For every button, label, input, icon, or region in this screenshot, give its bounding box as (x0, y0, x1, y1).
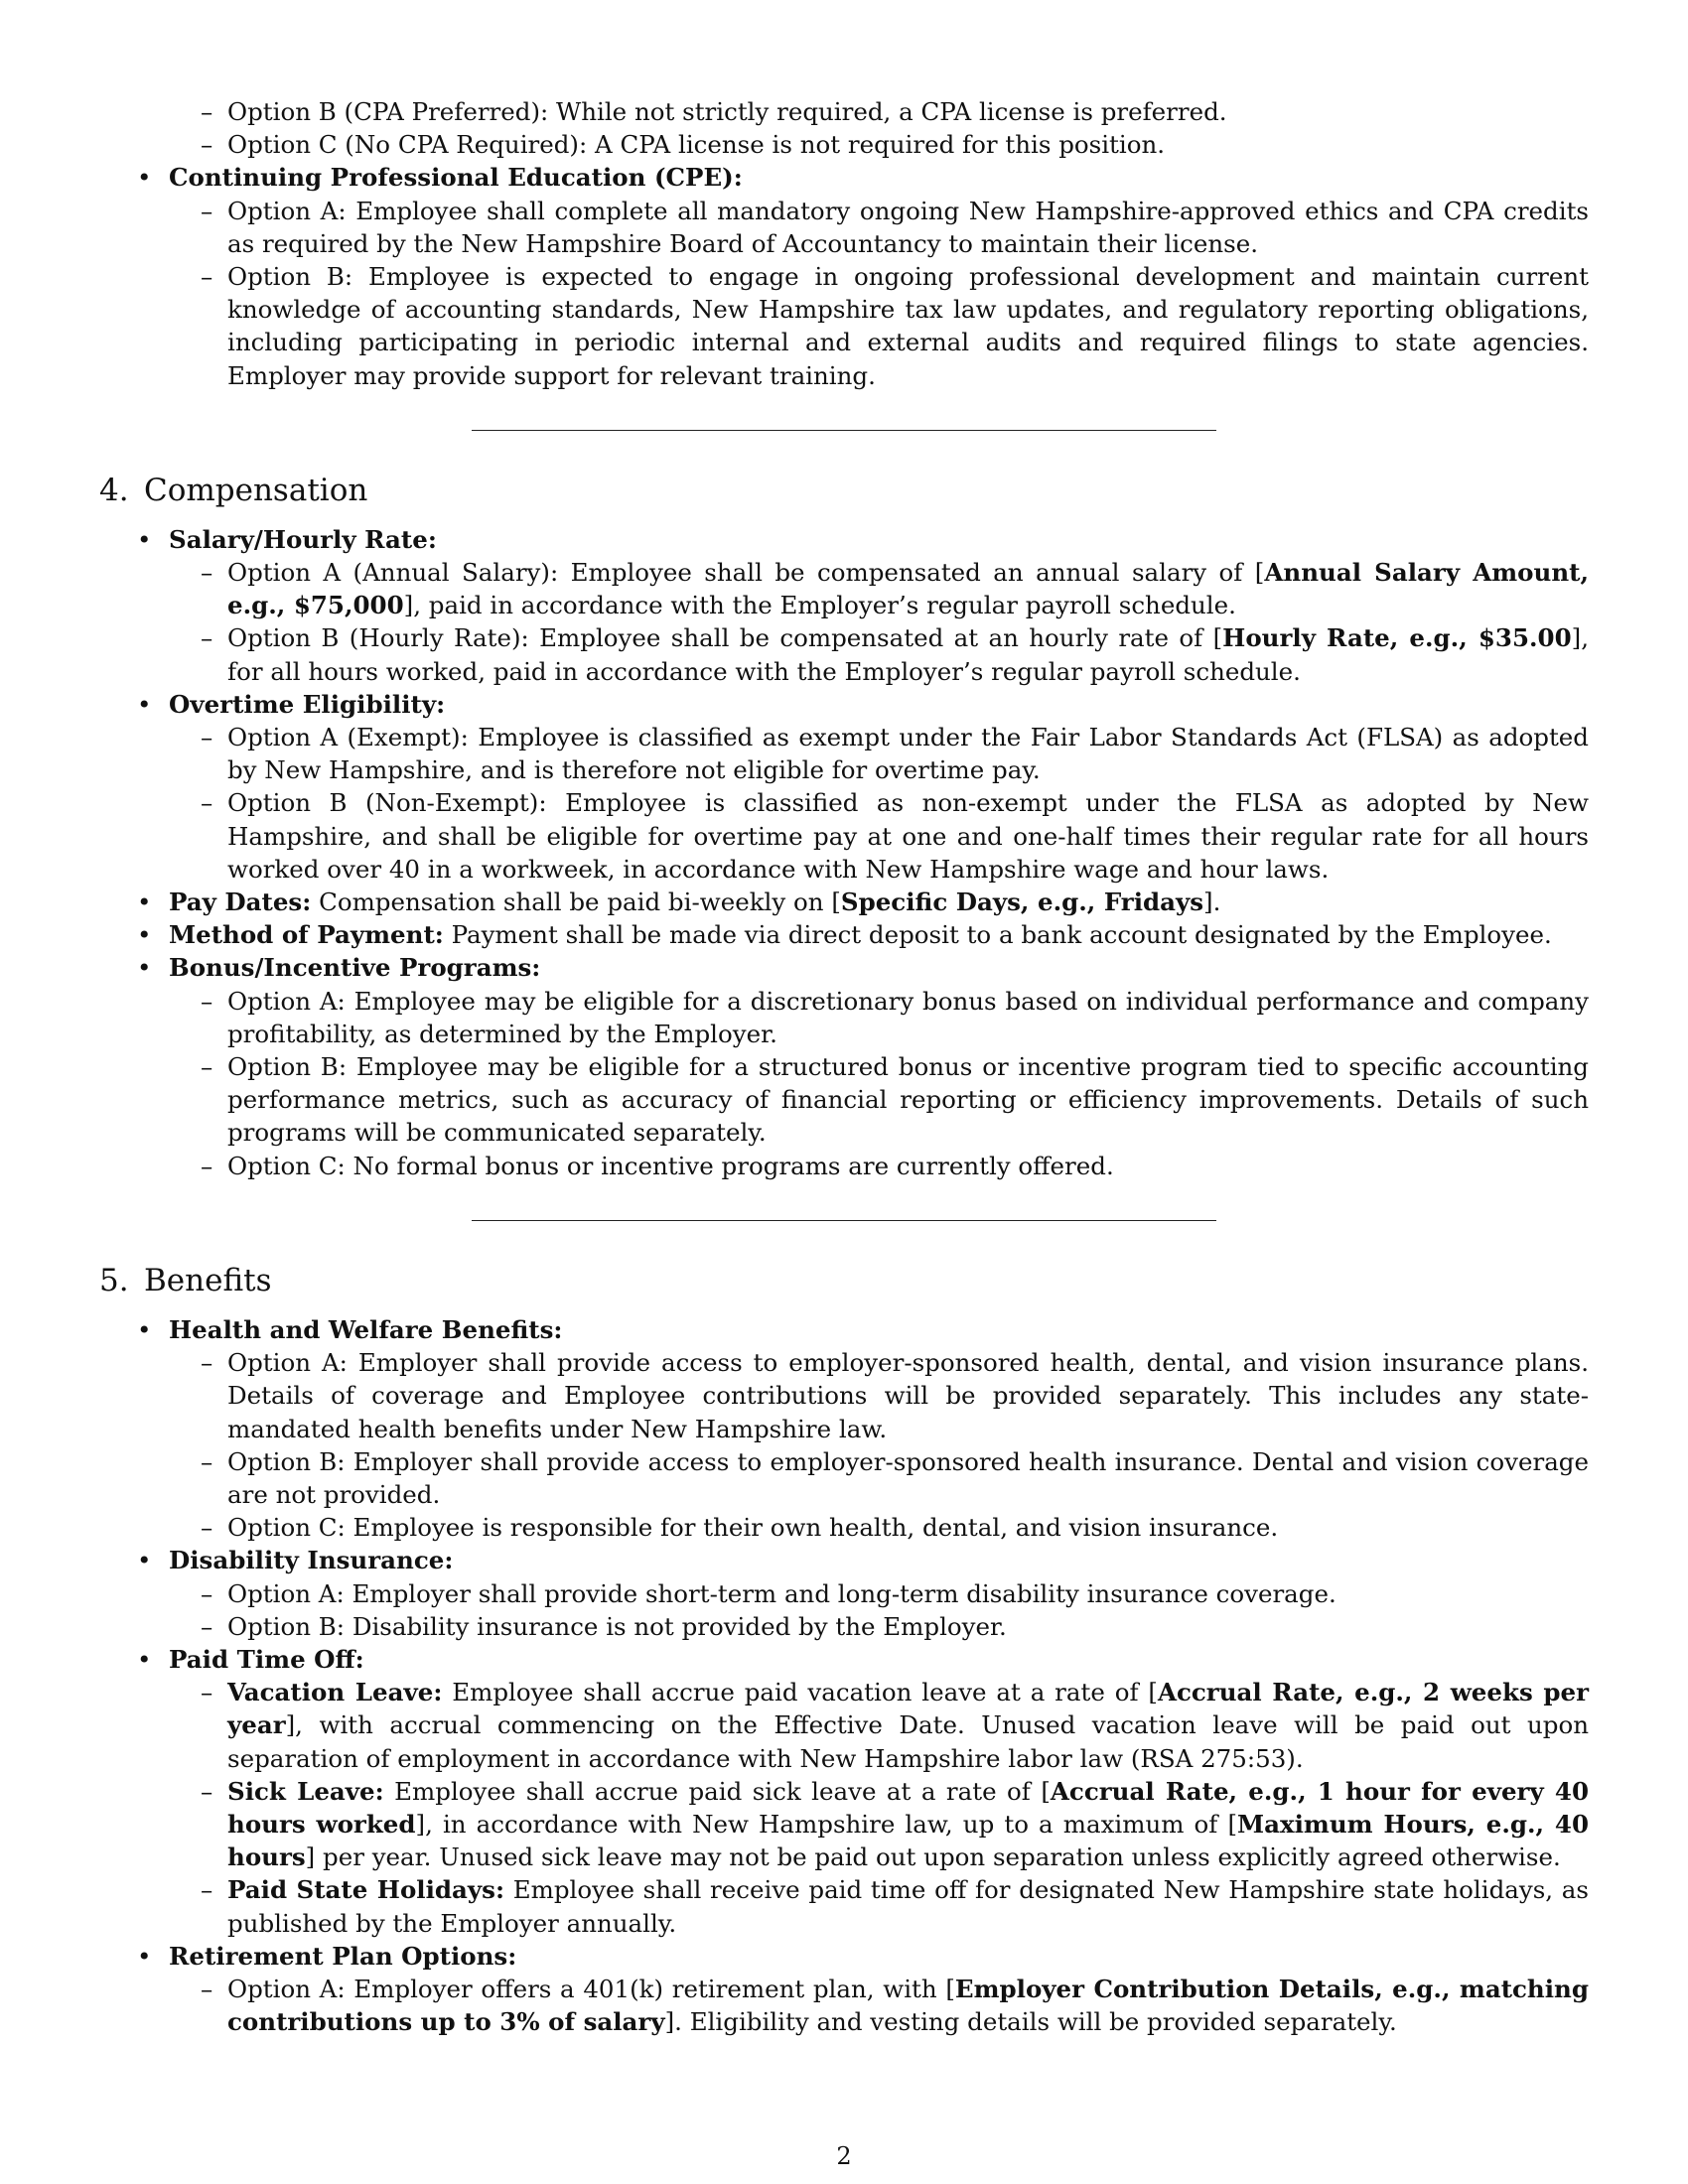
cpe-label: Continuing Professional Education (CPE): (169, 163, 743, 193)
cpe-list (99, 161, 1589, 194)
document-page (99, 95, 1589, 2038)
list-item-overtime: • Overtime Eligibility: (137, 689, 446, 719)
section-heading-benefits: 5. Benefits (99, 1262, 272, 1298)
list-item-health: • Health and Welfare Benefits: (137, 1314, 563, 1344)
list-item-cpe: • Continuing Professional Education (CPE): (137, 163, 743, 193)
section-divider (472, 430, 1216, 431)
list-item-salary: • Salary/Hourly Rate: (137, 524, 437, 554)
list-item: – Option B: Employee is expected to engage in ongoing professional development and maintain current knowledge of accounting standards, New Hampshire tax law updates, and regulatory reporting obligations, including participating in periodic internal and external audits and required filings to state agencies. Employer may provide support for relevant training. (201, 262, 1589, 390)
list-item: – Option B (Hourly Rate): Employee shall be compensated at an hourly rate of [Hourly Rate, e.g., $35.00], for all hours worked, paid in accordance with the Employer’s regular payroll schedule. (201, 623, 1589, 686)
list-item: – Option A: Employer offers a 401(k) retirement plan, with [Employer Contribution Details, e.g., matching contributions up to 3% of salary]. Eligibility and vesting details will be provided separately. (201, 1974, 1589, 2037)
list-item-bonus: • Bonus/Incentive Programs: (137, 953, 541, 983)
cpe-options (99, 195, 1589, 392)
list-item-retirement: • Retirement Plan Options: (137, 1941, 517, 1971)
list-item-pay-dates: • Pay Dates: Compensation shall be paid bi-weekly on [Specific Days, e.g., Fridays]. (137, 887, 1221, 917)
list-item: – Option B: Employee may be eligible for a structured bonus or incentive program tied to specific accounting performance metrics, such as accuracy of financial reporting or efficiency improvements. Details of such programs will be communicated separately. (201, 1052, 1589, 1148)
list-item-holidays: – Paid State Holidays: Employee shall receive paid time off for designated New Hampshire state holidays, as published by the Employer annually. (201, 1875, 1589, 1938)
list-item-pto: • Paid Time Off: (137, 1644, 364, 1674)
list-item: – Option A: Employer shall provide access to employer-sponsored health, dental, and vision insurance plans. Details of coverage and Employee contributions will be provided separately. This includes any state-mandated health benefits under New Hampshire law. (201, 1348, 1589, 1443)
section-heading-compensation: 4. Compensation (99, 472, 368, 508)
cpa-license-options (99, 95, 1589, 161)
page-number: 2 (836, 2142, 852, 2170)
list-item: – Option B: Employer shall provide access to employer-sponsored health insurance. Dental and vision coverage are not provided. (201, 1446, 1589, 1509)
list-item: – Option A: Employee may be eligible for a discretionary bonus based on individual performance and company profitability, as determined by the Employer. (201, 986, 1589, 1048)
list-item: – Option A (Annual Salary): Employee shall be compensated an annual salary of [Annual Salary Amount, e.g., $75,000], paid in accordance with the Employer’s regular payroll schedule. (201, 558, 1589, 620)
list-item: – Option B (CPA Preferred): While not strictly required, a CPA license is preferred. (201, 97, 1227, 126)
list-item: – Option C (No CPA Required): A CPA license is not required for this position. (201, 130, 1166, 160)
list-item-disability: • Disability Insurance: (137, 1546, 454, 1575)
list-item-method: • Method of Payment: Payment shall be made via direct deposit to a bank account designated by the Employee. (137, 920, 1552, 950)
list-item: – Option A: Employee shall complete all mandatory ongoing New Hampshire-approved ethics and CPA credits as required by the New Hampshire Board of Accountancy to maintain their license. (201, 196, 1589, 258)
list-item-sick: – Sick Leave: Employee shall accrue paid sick leave at a rate of [Accrual Rate, e.g., 1 hour for every 40 hours worked], in accordance with New Hampshire law, up to a maximum of [Maximum Hours, e.g., 40 hours] per year. Unused sick leave may not be paid out upon separation unless explicitly agreed otherwise. (201, 1776, 1590, 1872)
list-item: – Option C: Employee is responsible for their own health, dental, and vision insurance. (201, 1513, 1279, 1543)
list-item-vacation: – Vacation Leave: Employee shall accrue paid vacation leave at a rate of [Accrual Rate, e.g., 2 weeks per year], with accrual commencing on the Effective Date. Unused vacation leave will be paid out upon separation of employment in accordance with New Hampshire labor law (RSA 275:53). (201, 1678, 1589, 1773)
section-divider (472, 1220, 1216, 1221)
list-item: – Option A (Exempt): Employee is classified as exempt under the Fair Labor Standards Act (FLSA) as adopted by New Hampshire, and is therefore not eligible for overtime pay. (201, 723, 1589, 785)
list-item: – Option B: Disability insurance is not provided by the Employer. (201, 1611, 1007, 1641)
list-item: – Option B (Non-Exempt): Employee is classified as non-exempt under the FLSA as adopted by New Hampshire, and shall be eligible for overtime pay at one and one-half times their regular rate for all hours worked over 40 in a workweek, in accordance with New Hampshire wage and hour laws. (201, 788, 1589, 884)
list-item: – Option A: Employer shall provide short-term and long-term disability insurance coverage. (201, 1578, 1336, 1608)
list-item: – Option C: No formal bonus or incentive programs are currently offered. (201, 1151, 1114, 1180)
